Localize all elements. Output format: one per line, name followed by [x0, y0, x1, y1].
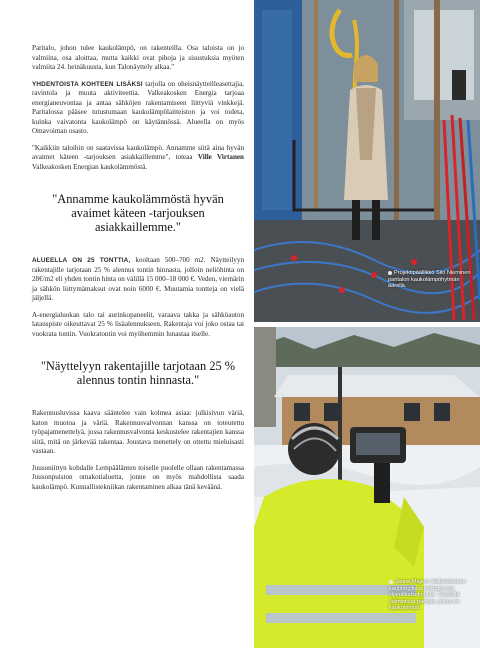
caption-bottom-photo [389, 579, 477, 612]
lead-in: ALUEELLA ON 25 TONTTIA, [32, 257, 131, 264]
caption-text: Jaana Majava Valkeakosken kaupungilta suorittamassa sijaintikatselmusta. Taustalla valmistuva paritalo, jossa on kaukolämpö. [389, 579, 466, 612]
paragraph-juusonpuisto: Juusoniittyn kohdalle Lempäälänten toiselle puolelle ollaan rakentamassa Juusonpuiston omakotialuetta, jonne on myös mahdollista saada kaukolämpö. Kunnallistekniikan rakentaminen alkaa tänä keväänä. [32, 463, 244, 491]
paragraph-quote-attribution [32, 144, 244, 173]
caption-bullet-icon [389, 580, 393, 584]
paragraph-building-permits: Rakennusluvissa kaava sääntelee vain kolmea asiaa: julkisivun väriä, katon muotoa ja väriä. Rakennusvalvonnan kanssa on toteutettu työpajamenettelyä, jossa rakennusvalvonta keskustelee rakentajien kanssa siitä, mitä on järkevää rakentaa. Joustava menettely on ottettu mieluisasti vastaan. [32, 409, 244, 455]
article-body [32, 44, 244, 499]
paragraph-text: tarjolla on oheisnäytteilleasettajia, ravintola ja muuta aktiviteettia. Valkeakosken Energia tarjoaa energianeuvontaa ja antaa sähköjen rakentamiseen liittyviä vinkkejä. Paritalossa pääsee tutustumaan kaukolämpölaitteiston ja voi todeta, kuinka vaivatonta kaukolämpö on käytännössä. Alueella on myös Omavoiman osasto. [32, 79, 245, 135]
caption-text: Projektipäällikkö Siiri Nieminen paritalon kaukolämpöhytmän äärellä. [388, 270, 471, 290]
pull-quote-1: "Annamme kaukolämmöstä hyvän avaimet käteen -tarjouksen asiakkaillemme." [52, 192, 224, 234]
paragraph-intro: Paritalo, johon tulee kaukolämpö, on rakenteilla. Osa taloista on jo valmiina, osa aloittaa, mutta kaikki ovat pihoja ja sisustuksia myöten valmiita 24. heinäkuusta, kun Talonäyttely alkaa." [32, 44, 244, 71]
caption-top-photo [388, 270, 476, 290]
paragraph-exhibitors [32, 80, 244, 137]
caption-bullet-icon [388, 271, 392, 275]
paragraph-text: "Kaikkiin taloihin on saatavissa kaukolämpö. Annamme siitä aina hyvän avaimet käteen -tarjouksen asiakkaillemme", toteaa [32, 143, 244, 161]
person-name: Ville Virtanen [197, 153, 244, 161]
paragraph-text: kooltaan 500–700 m2. Näytteilyyn rakentajille tarjotaan 25 % alennus tontin hinnasta, jolloin neliöhinta on 28€/m2 eli yhden tontin hinta on välillä 15 000–18 000 €. Veden, viemärin ja sähkön liittymämaksut ovat noin 6000 €. Muutamia tontteja on vielä jäljellä. [32, 256, 244, 302]
lead-in: YHDENTOISTA KOHTEEN LISÄKSI [32, 80, 143, 88]
pull-quote-2: "Näyttelyyn rakentajille tarjotaan 25 % alennus tontin hinnasta." [40, 359, 236, 387]
paragraph-discount: A-energialuokan talo tai aurinkopaneelit, varaava takka ja sähköauton latauspiste oikeuttavat 25 % lisäalennukseen. Rakentaja voi joko ostaa tai vuokrata tontin. Vuokratontin voi myöhemmin lunastaa itselle. [32, 310, 244, 338]
paragraph-plots [32, 256, 244, 304]
paragraph-text: Valkeakosken Energian kaukolämmöstä. [32, 162, 148, 171]
